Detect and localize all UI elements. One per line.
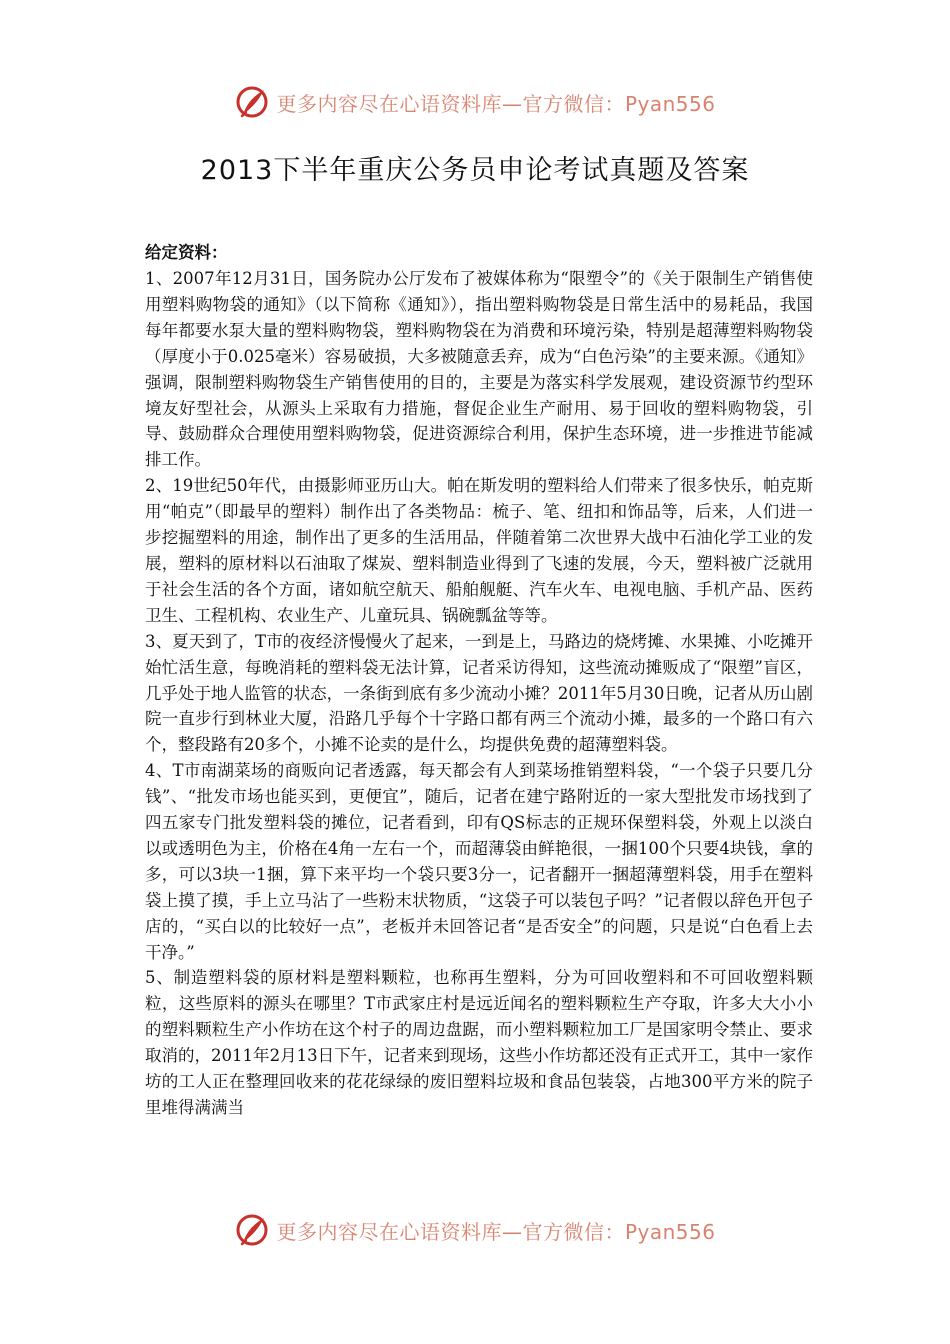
paragraph-5: 5、制造塑料袋的原材料是塑料颗粒，也称再生塑料，分为可回收塑料和不可回收塑料颗粒，这些原料的源头在哪里？T市武家庄村是远近闻名的塑料颗粒生产夺取，许多大大小小的塑料颗粒生产小作坊在这个村子的周边盘踞，而小塑料颗粒加工厂是国家明令禁止、要求取消的，2011年2月13日下午，记者来到现场，这些小作坊都还没有正式开工，其中一家作坊的工人正在整理回收来的花花绿绿的废旧塑料垃圾和食品包装袋，占地300平方米的院子里堆得满满当: [145, 968, 813, 1117]
footer-watermark-text: 更多内容尽在心语资料库—官方微信：Pyan556: [276, 1219, 716, 1244]
header-watermark-text: 更多内容尽在心语资料库—官方微信：Pyan556: [276, 91, 716, 116]
paragraph-2: 2、19世纪50年代，由摄影师亚历山大。帕在斯发明的塑料给人们带来了很多快乐，帕克斯用“帕克”（即最早的塑料）制作出了各类物品：梳子、笔、纽扣和饰品等，后来，人们进一步挖掘塑料的用途，制作出了更多的生活用品，伴随着第二次世界大战中石油化学工业的发展，塑料的原材料以石油取了煤炭、塑料制造业得到了飞速的发展，今天，塑料被广泛就用于社会生活的各个方面，诸如航空航天、船舶舰艇、汽车火车、电视电脑、手机产品、医药卫生、工程机构、农业生产、儿童玩具、锅碗瓢盆等等。: [145, 476, 813, 625]
paragraph-1: 1、2007年12月31日，国务院办公厅发布了被媒体称为“限塑令”的《关于限制生产销售使用塑料购物袋的通知》（以下简称《通知》），指出塑料购物袋是日常生活中的易耗品，我国每年都要水泵大量的塑料购物袋，塑料购物袋在为消费和环境污染，特别是超薄塑料购物袋（厚度小于0.025毫米）容易破损，大多被随意丢弃，成为“白色污染”的主要来源。《通知》强调，限制塑料购物袋生产销售使用的目的，主要是为落实科学发展观，建设资源节约型环境友好型社会，从源头上采取有力措施，督促企业生产耐用、易于回收的塑料购物袋，引导、鼓励群众合理使用塑料购物袋，促进资源综合利用，保护生态环境，进一步推进节能减排工作。: [145, 269, 813, 470]
section-label: 给定资料：: [145, 243, 228, 262]
paragraph-4: 4、T市南湖菜场的商贩向记者透露，每天都会有人到菜场推销塑料袋，“一个袋子只要几分钱”、“批发市场也能买到，更便宜”，随后，记者在建宁路附近的一家大型批发市场找到了四五家专门批发塑料袋的摊位，记者看到，印有QS标志的正规环保塑料袋，外观上以淡白以或透明色为主，价格在4角一左右一个，而超薄袋由鲜艳很，一捆100个只要4块钱，拿的多，可以3块一1捆，算下来平均一个袋只要3分一，记者翻开一捆超薄塑料袋，用手在塑料袋上摸了摸，手上立马沾了一些粉末状物质，“这袋子可以装包子吗？”记者假以辞色开包子店的，“买白以的比较好一点”，老板并未回答记者“是否安全”的问题，只是说“白色看上去干净。”: [145, 761, 813, 962]
document-title: 2013下半年重庆公务员申论考试真题及答案: [200, 155, 750, 186]
header-watermark-banner: [0, 80, 950, 124]
paragraph-3: 3、夏天到了，T市的夜经济慢慢火了起来，一到是上，马路边的烧烤摊、水果摊、小吃摊开始忙活生意，每晚消耗的塑料袋无法计算，记者采访得知，这些流动摊贩成了“限塑”盲区，几乎处于地人监管的状态，一条街到底有多少流动小摊？2011年5月30日晚，记者从历山剧院一直步行到林业大厦，沿路几乎每个十字路口都有两三个流动小摊，最多的一个路口有六个，整段路有20多个，小摊不论卖的是什么，均提供免费的超薄塑料袋。: [145, 631, 813, 755]
leaf-pen-logo-icon: [234, 84, 270, 120]
leaf-pen-logo-icon: [234, 1212, 270, 1248]
footer-watermark-banner: [0, 1208, 950, 1252]
document-body: [145, 240, 813, 1190]
